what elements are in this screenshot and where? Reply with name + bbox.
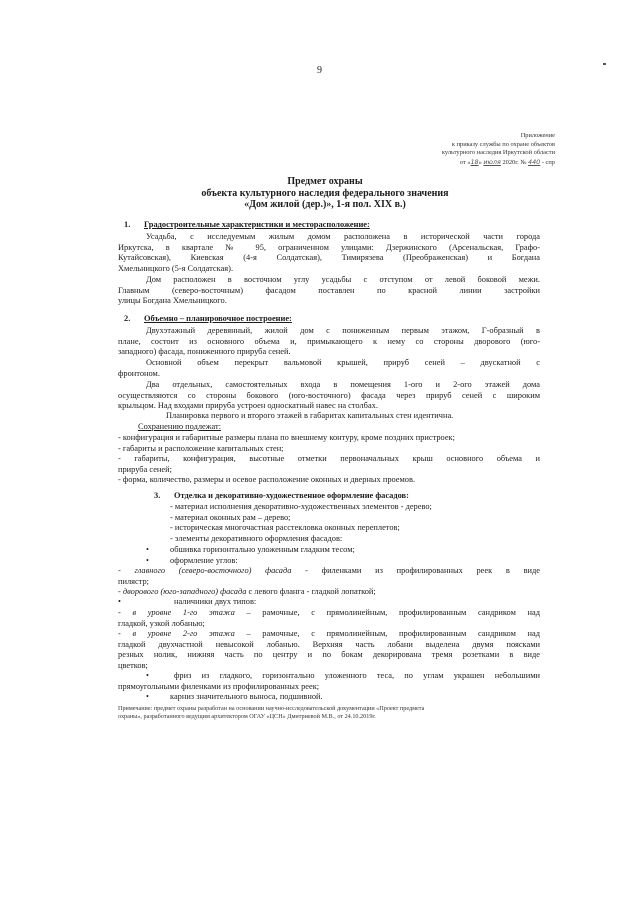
list-item: - габариты и расположение капитальных стен; (118, 443, 284, 453)
footnote-line: охраны», разработанного ведущим архитектором ОГАУ «ЦСН» Дмитриевой М.В., от 24.10.2019г. (118, 713, 376, 721)
text-line (118, 629, 540, 640)
text-line: фронтоном. (118, 368, 160, 378)
text-line: Дом расположен в восточном углу усадьбы с отступом от левой боковой межи. (146, 275, 540, 284)
dash: - (118, 566, 135, 575)
keep-list (118, 433, 540, 486)
scan-mark (603, 63, 606, 65)
text-rest: с левого фланга - гладкой лопаткой; (246, 587, 376, 596)
dash: - (118, 608, 133, 617)
list-item: - конфигурация и габаритные размеры плана по внешнему контуру, кроме поздних пристроек; (118, 433, 455, 442)
handwritten-number: 440 (528, 157, 541, 166)
bullet-icon: • (146, 556, 149, 565)
text-line: Двухэтажный деревянный, жилой дом с пониженным первым этажом, Г-образный в (146, 326, 540, 335)
casing-type-1 (118, 608, 540, 629)
dash: - (118, 629, 133, 638)
appendix-header (442, 132, 555, 167)
appendix-line: культурного наследия Иркутской области (441, 149, 555, 157)
section-2-paragraph-4: Планировка первого и второго этажей в габаритах капитальных стен идентична. (166, 411, 454, 420)
text-line: Иркутска, в квартале № 95, ограниченном улицами: Дзержинского (Арсенальская, Графо- (118, 242, 540, 252)
page-number: 9 (317, 65, 322, 76)
casing-type-2 (118, 629, 540, 671)
text-line: пилястр; (118, 576, 149, 586)
keep-heading (118, 422, 540, 433)
bullet-text: фриз из гладкого, горизонтально уложенного теса, по углам украшен небольшими (174, 671, 540, 680)
handwritten-month: июля (483, 157, 501, 166)
bullet-text: оформление углов: (170, 556, 238, 565)
text-line: осуществляются со стороны бокового (юго-восточного) фасада через прируб сеней с широким (118, 390, 540, 400)
section-1-paragraph-2 (118, 275, 540, 307)
list-item: - материал исполнения декоративно-художественных элементов - дерево; (170, 502, 432, 511)
text-line (118, 608, 540, 619)
italic-term: в уровне 1-го этажа (132, 608, 235, 617)
appendix-date-line (442, 158, 555, 168)
bullet-icon: • (146, 692, 149, 701)
section-title: Объемно – планировочное построение: (144, 314, 292, 323)
text-line: Два отдельных, самостоятельных входа в помещения 1-ого и 2-ого этажей дома (146, 380, 540, 389)
dash: - (118, 587, 123, 596)
section-2-heading (124, 314, 292, 325)
text-line: Усадьба, с исследуемым жилым домом расположена в исторической части города (146, 232, 540, 241)
bullet-icon: • (146, 545, 149, 554)
italic-term: дворового (юго-западного) фасада (122, 587, 247, 596)
text-line: цветков; (118, 660, 148, 670)
section-number: 1. (124, 220, 131, 229)
list-item: - материал оконных рам – дерево; (170, 512, 291, 522)
section-1-heading (124, 220, 370, 231)
text-line: гладкой двухчастной невысокой лобанью. Верхняя часть лобани выделена двумя поясками (118, 639, 540, 649)
bullet-text: наличники двух типов: (174, 597, 257, 606)
title-line: Предмет охраны (287, 176, 363, 187)
italic-term: в уровне 2-го этажа (132, 629, 235, 638)
bullet-cornice (146, 692, 540, 703)
keep-heading-text: Сохранению подлежат: (138, 422, 222, 431)
bullet-text: обшивка горизонтально уложенным гладким тесом; (170, 545, 355, 554)
italic-term: главного (северо-восточного) фасада (134, 566, 292, 575)
bullet-icon: • (146, 671, 149, 680)
text-line: западного) фасада, пониженного прируба сеней. (118, 347, 291, 356)
date-suffix: - спр (540, 158, 555, 166)
bullet-frieze (118, 671, 540, 692)
text-rest: – рамочные, с прямолинейным, профилированным сандриком над (234, 629, 540, 638)
title-line: объекта культурного наследия федерального значения (201, 187, 449, 199)
text-line (118, 671, 540, 682)
bullet-corners (146, 556, 540, 567)
text-line (118, 587, 540, 598)
date-prefix: от « (459, 158, 471, 166)
bullet-icon: • (118, 597, 121, 606)
footnote (118, 705, 540, 722)
section-number: 2. (124, 314, 131, 323)
materials-list (170, 502, 540, 544)
text-line: Хмельницкого (5-я Солдатская). (118, 263, 234, 273)
text-rest: – рамочные, с прямолинейным, профилированным сандриком над (234, 608, 540, 617)
text-line: Кутайсовская), Киевская (4-я Солдатская), Тимирязева (Преображенская) и Богдана (118, 253, 540, 262)
appendix-line: Приложение (520, 132, 555, 139)
appendix-line: к приказу службы по охране объектов (451, 140, 555, 148)
section-number: 3. (154, 491, 161, 500)
section-3-heading (154, 491, 409, 502)
list-item: прируба сеней; (118, 464, 172, 474)
corners-main-facade (118, 566, 540, 587)
handwritten-day: 18 (470, 157, 479, 166)
text-line (118, 566, 540, 577)
date-year: 2020г. № (500, 158, 529, 166)
text-line: прямоугольными филенками из профилированных реек; (118, 681, 320, 691)
bullet-cladding (146, 545, 540, 556)
list-item: - габариты, конфигурация, высотные отметки первоначальных крыш основного объема и (118, 454, 540, 463)
footnote-line: Примечание: предмет охраны разработан на основании научно-исследовательской документации «Проект предмета (118, 705, 425, 712)
list-item: - элементы декоративного оформления фасадов: (170, 533, 343, 543)
text-line: крыльцом. Над входами прируба устроен односкатный навес на столбах. (118, 401, 378, 410)
text-line: резных нолик, нижняя часть по центру и по бокам декорирована тремя розетками в виде (118, 650, 540, 659)
title-line: «Дом жилой (дер.)», 1-я пол. XIX в.) (244, 199, 406, 210)
list-item: - историческая многочастная расстекловка оконных переплетов; (170, 523, 400, 532)
section-title: Градостроительные характеристики и месторасположение: (144, 220, 370, 229)
date-mid: » (478, 158, 484, 166)
text-line: плане, состоит из основного объема и, примыкающего к нему со стороны дворового (юго- (118, 336, 540, 346)
list-item: - форма, количество, размеры и осевое расположение оконных и дверных проемов. (118, 475, 416, 484)
section-1-paragraph-1 (118, 232, 540, 274)
section-2-paragraph-3 (118, 380, 540, 412)
corners-yard-facade (118, 587, 540, 598)
text-line: гладкой, узкой лобанью; (118, 618, 205, 628)
bullet-text: карниз значительного выноса, подшивной. (170, 692, 323, 701)
section-2-paragraph-2 (118, 358, 540, 379)
document-title (130, 176, 520, 211)
text-line: улицы Богдана Хмельницкого. (118, 296, 227, 305)
text-line: Основной объем перекрыт вальмовой крышей, прируб сеней – двускатной с (146, 358, 540, 367)
section-title: Отделка и декоративно-художественное оформление фасадов: (174, 491, 409, 500)
section-2-paragraph-1 (118, 326, 540, 358)
text-line: Главным (северо-восточным) фасадом поставлен по красной линии застройки (118, 285, 540, 295)
bullet-casings (118, 597, 540, 608)
text-rest: - филенками из профилированных реек в виде (291, 566, 540, 575)
